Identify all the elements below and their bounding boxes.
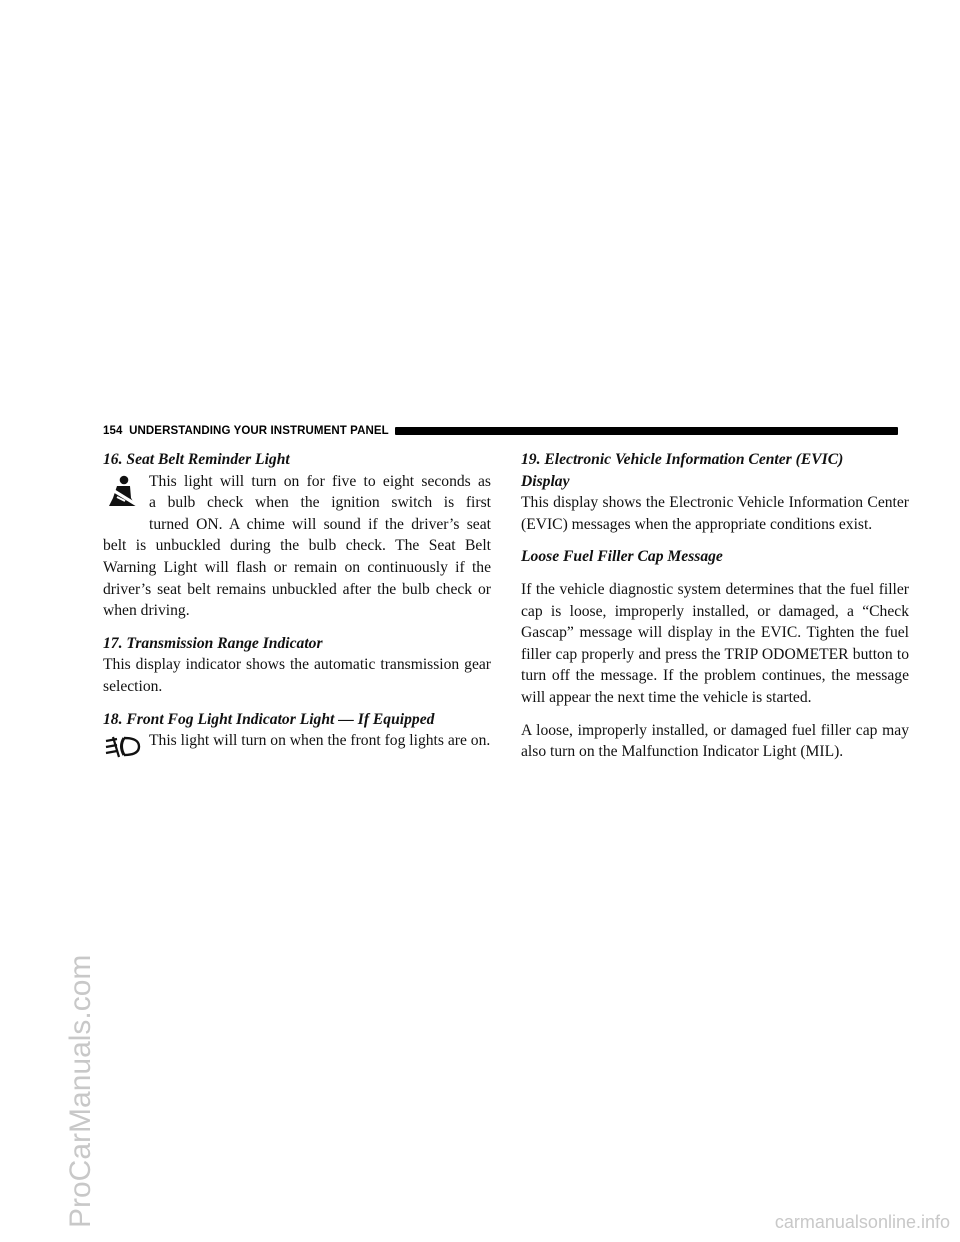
section-19-body: This display shows the Electronic Vehicle Information Center (EVIC) messages when the appropriate conditions exist. (521, 494, 909, 533)
loose-cap-section (521, 546, 909, 762)
section-title: UNDERSTANDING YOUR INSTRUMENT PANEL (129, 425, 389, 437)
section-18-body: This light will turn on when the front fog lights are on. (149, 732, 491, 750)
loose-cap-title: Loose Fuel Filler Cap Message (521, 548, 723, 566)
front-fog-light-icon (103, 730, 149, 765)
section-18 (103, 709, 491, 765)
section-16-icon-text (149, 471, 491, 536)
section-16-body: belt is unbuckled during the bulb check. The Seat Belt Warning Light will flash or remain on continuously if the driver’s seat belt remains unbuckled after the bulb check or when driving. (103, 537, 491, 620)
left-column (103, 449, 491, 765)
section-16-title: 16. Seat Belt Reminder Light (103, 451, 290, 468)
section-16 (103, 449, 491, 622)
loose-cap-body-2: A loose, improperly installed, or damaged fuel filler cap may also turn on the Malfunction Indicator Light (MIL). (521, 721, 909, 761)
side-watermark: ProCarManuals.com (64, 954, 97, 1228)
header-rule (395, 427, 898, 435)
section-18-icon-block (103, 730, 491, 765)
seatbelt-warning-icon (103, 471, 149, 516)
section-16-icon-block (103, 471, 491, 536)
section-19 (521, 449, 909, 535)
section-16-line-3: turned ON. A chime will sound if the driver’s seat (149, 515, 491, 533)
loose-cap-body-1: If the vehicle diagnostic system determines that the fuel filler cap is loose, improperly installed, or damaged, a “Check Gascap” message will display in the EVIC. Tighten the fuel filler cap properly and press the TRIP ODOMETER button to turn off the message. If the problem continues, the message will appear the next time the vehicle is started. (521, 580, 909, 706)
page-header (103, 423, 898, 439)
section-19-title-line-2: Display (521, 472, 570, 490)
bottom-watermark: carmanualsonline.info (774, 1212, 950, 1232)
right-column (521, 449, 909, 763)
section-16-line-1: This light will turn on for five to eight seconds as (149, 472, 491, 490)
section-16-line-2: a bulb check when the ignition switch is first (149, 494, 491, 512)
page-number: 154 (103, 425, 123, 437)
section-17 (103, 633, 491, 698)
section-17-title: 17. Transmission Range Indicator (103, 634, 323, 652)
section-19-title-line-1: 19. Electronic Vehicle Information Center (EVIC) (521, 451, 844, 468)
section-18-title: 18. Front Fog Light Indicator Light — If Equipped (103, 710, 435, 728)
section-17-body: This display indicator shows the automatic transmission gear selection. (103, 656, 491, 695)
page-header-text (103, 425, 389, 437)
